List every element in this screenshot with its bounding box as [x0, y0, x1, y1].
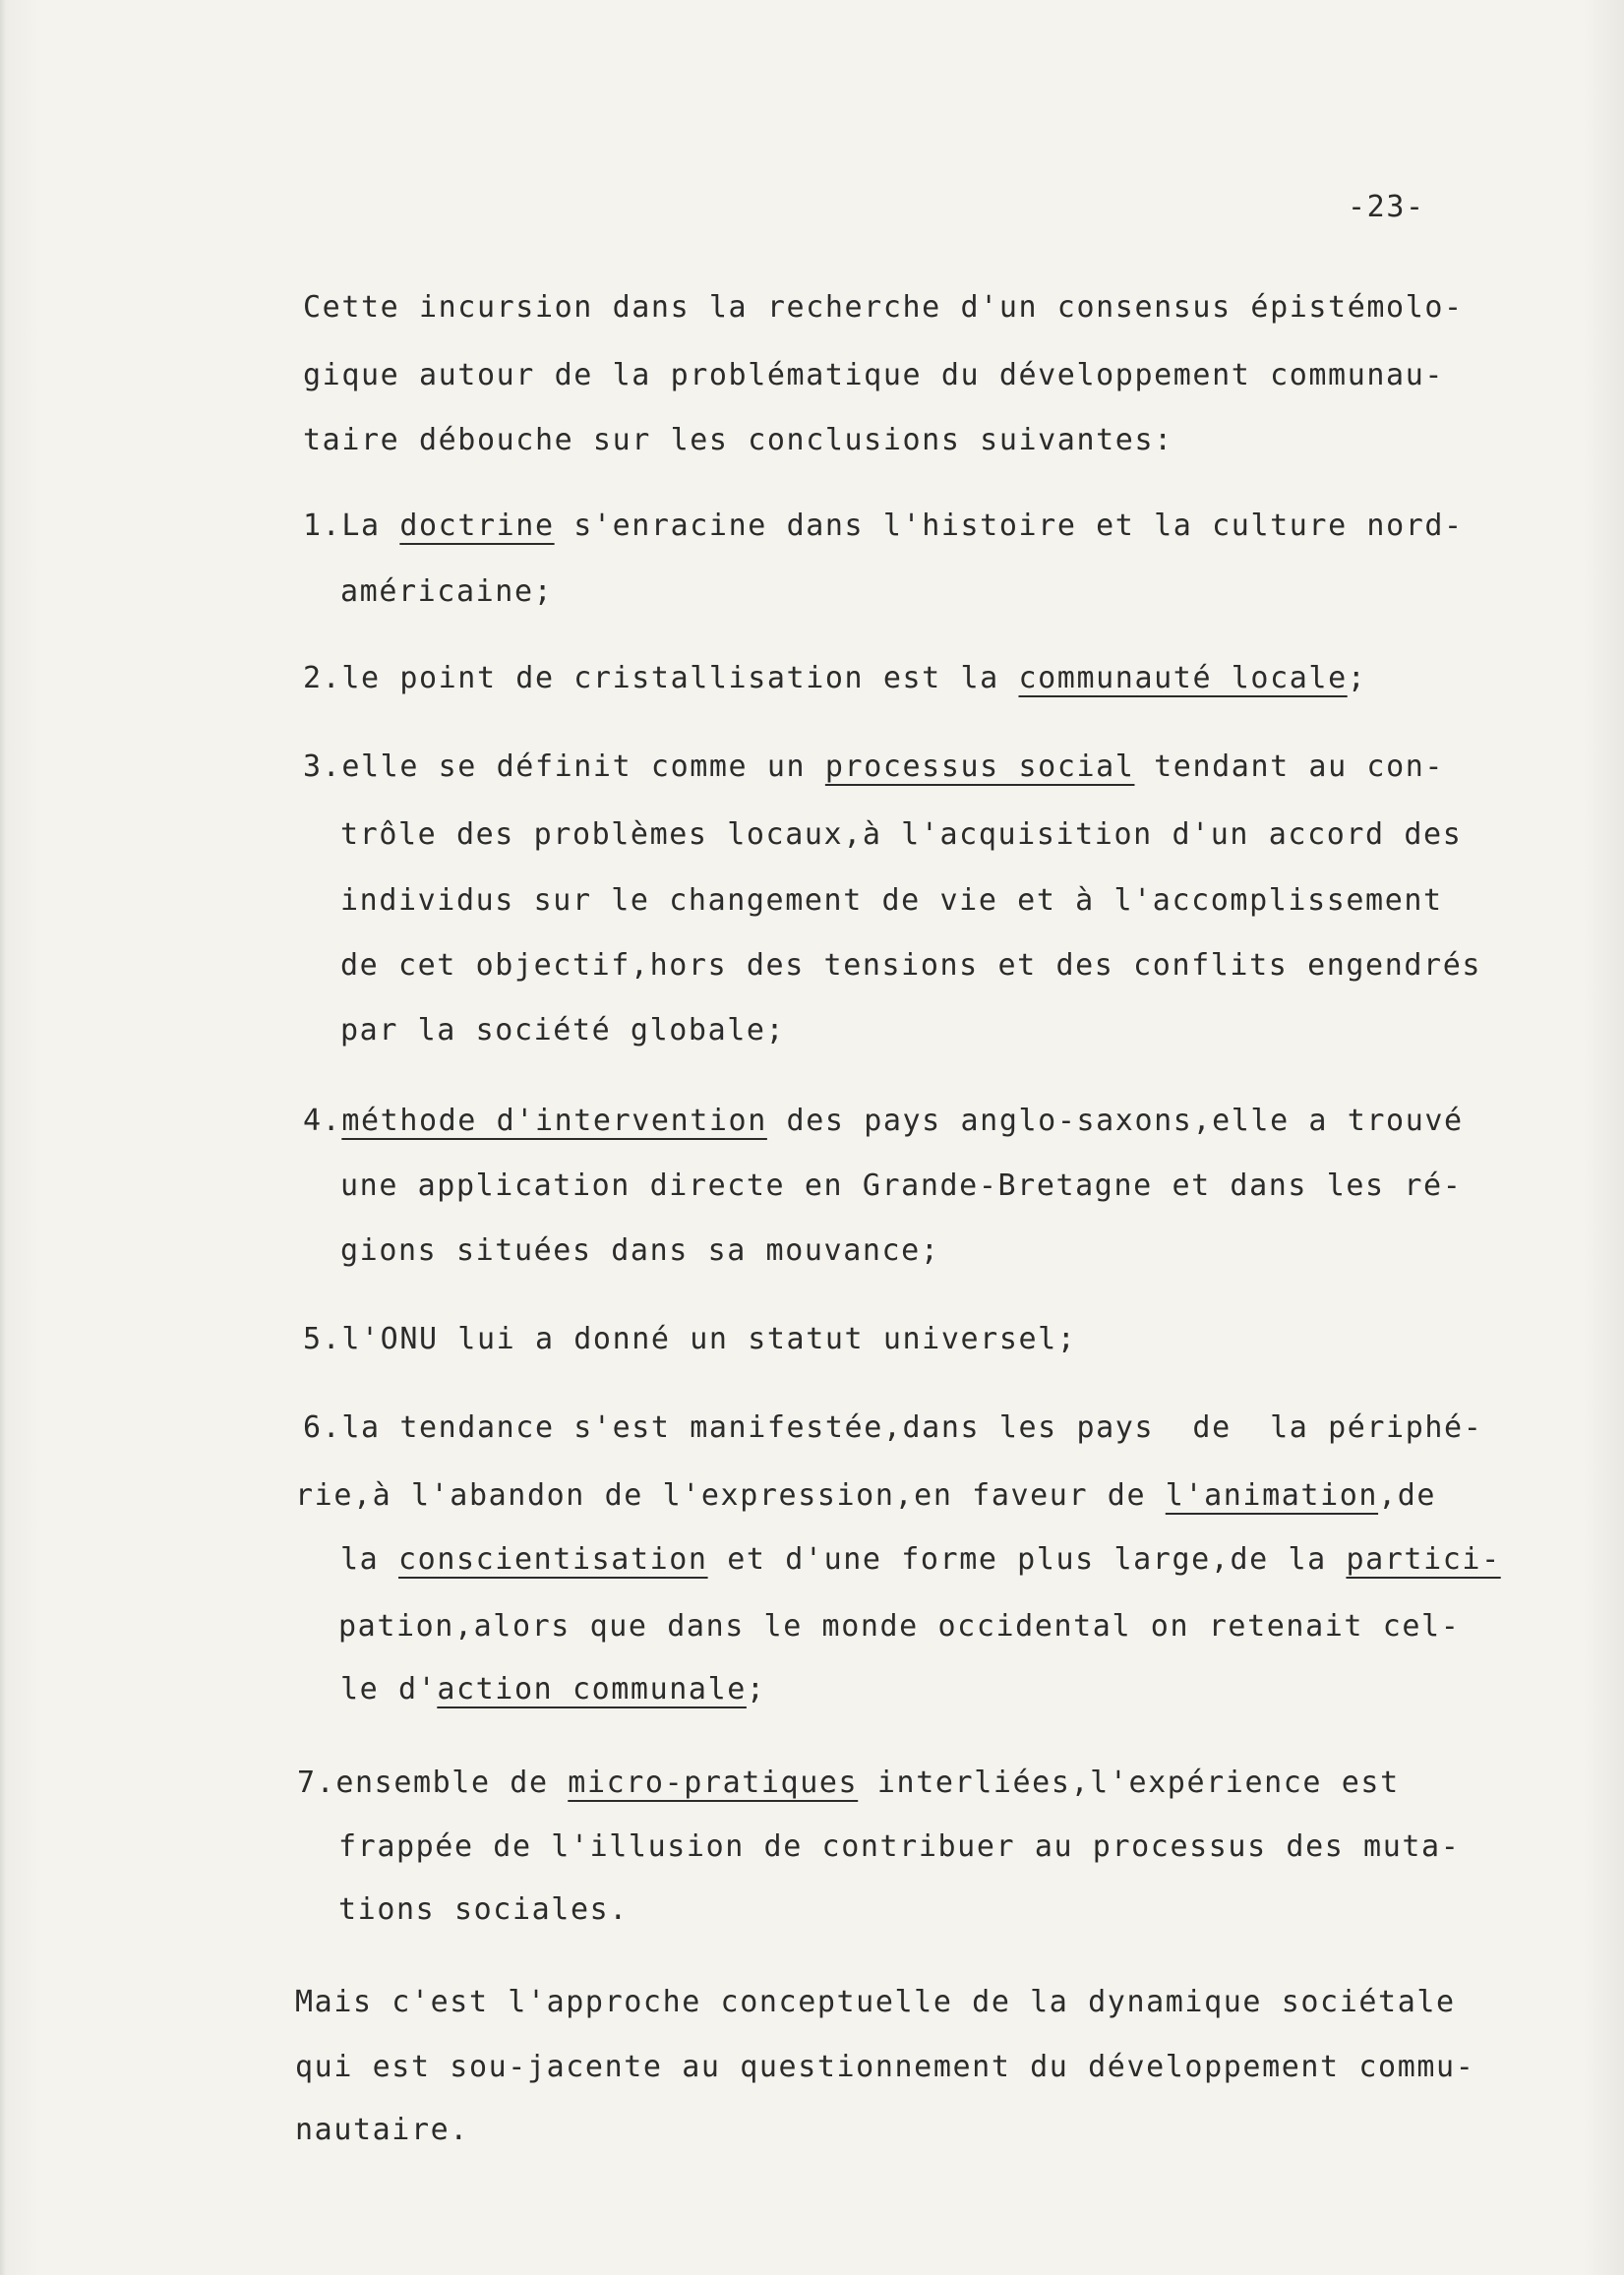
list-item: 4.méthode d'intervention des pays anglo-saxons,elle a trouvé	[303, 1104, 1464, 1138]
item-number: 2.	[303, 661, 342, 695]
closing-line: nautaire.	[295, 2113, 469, 2147]
closing-line: Mais c'est l'approche conceptuelle de la dynamique sociétale	[295, 1985, 1456, 2019]
underlined-term: micro-pratiques	[568, 1766, 859, 1800]
list-item: 7.ensemble de micro-pratiques interliées,l'expérience est	[297, 1766, 1400, 1800]
list-item-continuation: frappée de l'illusion de contribuer au processus des muta-	[338, 1829, 1461, 1864]
item-number: 3.	[303, 749, 342, 784]
intro-line: gique autour de la problématique du développement communau-	[303, 358, 1445, 392]
list-item-continuation: le d'action communale;	[340, 1672, 766, 1706]
list-item-continuation: rie,à l'abandon de l'expression,en faveur de l'animation,de	[295, 1478, 1437, 1513]
closing-line: qui est sou-jacente au questionnement du développement commu-	[295, 2050, 1475, 2084]
list-item-continuation: une application directe en Grande-Bretagne et dans les ré-	[340, 1168, 1463, 1203]
item-number: 1.	[303, 509, 342, 543]
list-item: 5.l'ONU lui a donné un statut universel;	[303, 1322, 1077, 1356]
list-item: 1.La doctrine s'enracine dans l'histoire et la culture nord-	[303, 509, 1464, 543]
list-item-continuation: la conscientisation et d'une forme plus large,de la partici-	[340, 1542, 1501, 1577]
list-item-continuation: tions sociales.	[338, 1892, 629, 1927]
list-item: 6.la tendance s'est manifestée,dans les pays de la périphé-	[303, 1410, 1483, 1445]
item-number: 4.	[303, 1104, 342, 1138]
item-number: 5.	[303, 1322, 342, 1356]
underlined-term: action communale	[437, 1672, 747, 1706]
list-item-continuation: pation,alors que dans le monde occidental on retenait cel-	[338, 1609, 1461, 1644]
page-number: -23-	[1348, 190, 1425, 224]
list-item: 3.elle se définit comme un processus social tendant au con-	[303, 749, 1445, 784]
intro-line: taire débouche sur les conclusions suivantes:	[303, 423, 1173, 457]
underlined-term: processus social	[824, 749, 1135, 784]
list-item-continuation: individus sur le changement de vie et à l'accomplissement	[340, 883, 1443, 918]
underlined-term: méthode d'intervention	[341, 1104, 767, 1138]
list-item-continuation: trôle des problèmes locaux,à l'acquisition d'un accord des	[340, 817, 1463, 852]
list-item-continuation: américaine;	[340, 574, 554, 609]
underlined-term: conscientisation	[398, 1542, 708, 1577]
underlined-term: communauté locale	[1018, 661, 1348, 695]
item-number: 6.	[303, 1410, 342, 1445]
item-number: 7.	[297, 1766, 336, 1800]
underlined-term: doctrine	[399, 509, 555, 543]
intro-line: Cette incursion dans la recherche d'un consensus épistémolo-	[303, 290, 1464, 325]
underlined-term: partici-	[1346, 1542, 1501, 1577]
list-item-continuation: gions situées dans sa mouvance;	[340, 1233, 940, 1268]
list-item-continuation: par la société globale;	[340, 1013, 786, 1048]
list-item-continuation: de cet objectif,hors des tensions et des conflits engendrés	[340, 948, 1482, 983]
underlined-term: l'animation	[1165, 1478, 1379, 1513]
list-item: 2.le point de cristallisation est la communauté locale;	[303, 661, 1367, 695]
